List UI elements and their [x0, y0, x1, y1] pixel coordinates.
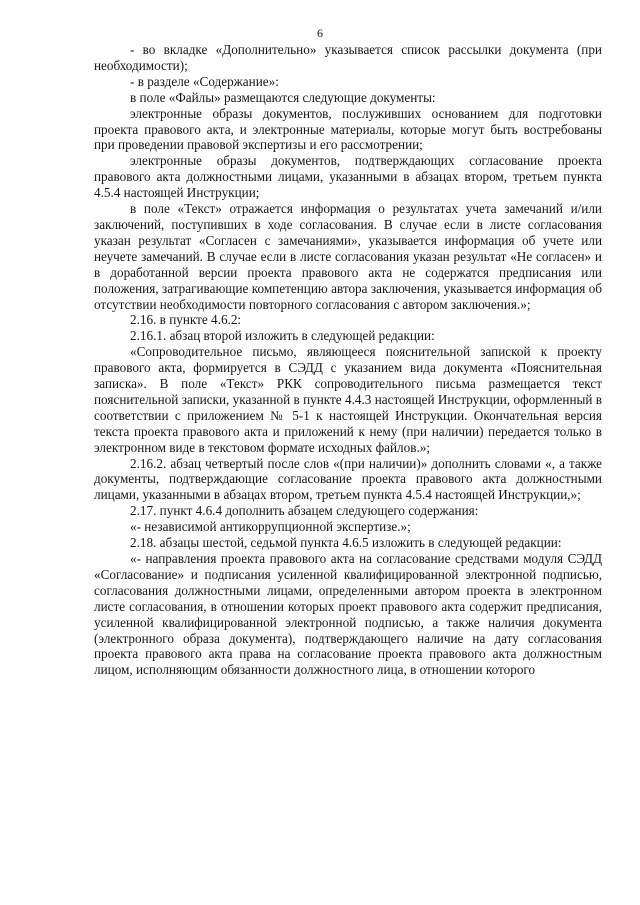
paragraph: 2.16.1. абзац второй изложить в следующей редакции: — [130, 328, 435, 344]
paragraph: электронные образы документов, подтверждающих согласование проекта правового акта должностными лицами, указанными в абзацах втором, третьем пункта 4.5.4 настоящей Инструкции; — [94, 153, 602, 201]
paragraph: «- направления проекта правового акта на согласование средствами модуля СЭДД «Согласование» и подписания усиленной квалифицированной электронной подписью, согласования должностными лицами, определенными автором проекта в электронном листе согласования, в отношении которых проект правового акта содержит предписания, усиленной квалифицированной электронной подписью, а также наличия документа (электронного образа документа), подтверждающего наличие на дату согласования проекта правового акта права на согласование проекта правового акта должностным лицом, исполняющим обязанности должностного лица, в отношении которого — [94, 551, 602, 678]
paragraph: «- независимой антикоррупционной экспертизе.»; — [130, 519, 411, 535]
paragraph: 2.18. абзацы шестой, седьмой пункта 4.6.5 изложить в следующей редакции: — [130, 535, 562, 551]
paragraph: 2.16.2. абзац четвертый после слов «(при наличии)» дополнить словами «, а также документы, подтверждающие согласование проекта правового акта должностными лицами, указанными в абзацах втором, третьем пункта 4.5.4 настоящей Инструкции,»; — [94, 455, 602, 503]
paragraph: в поле «Текст» отражается информация о результатах учета замечаний и/или заключений, поступивших в ходе согласования. В случае если в листе согласования указан результат «Согласен с замечаниями», указывается информация об учете или неучете замечаний. В случае если в листе согласования указан результат «Не согласен» и в доработанной версии проекта правового акта не содержатся предписания или положения, затрагивающие компетенцию автора заключения, указывается информация об отсутствии необходимости повторного согласования с автором заключения.»; — [94, 201, 602, 312]
paragraph: в поле «Файлы» размещаются следующие документы: — [130, 89, 436, 105]
paragraph: - во вкладке «Дополнительно» указывается список рассылки документа (при необходимости); — [94, 42, 602, 73]
paragraph: электронные образы документов, послуживших основанием для подготовки проекта правового акта, и электронные материалы, которые могут быть востребованы при проведении правовой экспертизы и его рассмотрении; — [94, 105, 602, 153]
page-number: 6 — [317, 26, 323, 40]
paragraph: 2.16. в пункте 4.6.2: — [130, 312, 242, 328]
paragraph: - в разделе «Содержание»: — [130, 73, 279, 89]
paragraph: «Сопроводительное письмо, являющееся пояснительной запиской к проекту правового акта, формируется в СЭДД с указанием вида документа «Пояснительная записка». В поле «Текст» РКК сопроводительного письма размещается текст пояснительной записки, указанной в пункте 4.4.3 настоящей Инструкции, оформленный в соответствии с приложением № 5-1 к настоящей Инструкции. Окончательная версия текста проекта правового акта и приложений к нему (при наличии) передается только в электронном виде в текстовом формате исходных файлов.»; — [94, 344, 602, 455]
paragraph: 2.17. пункт 4.6.4 дополнить абзацем следующего содержания: — [130, 503, 479, 519]
document-body — [94, 42, 602, 678]
